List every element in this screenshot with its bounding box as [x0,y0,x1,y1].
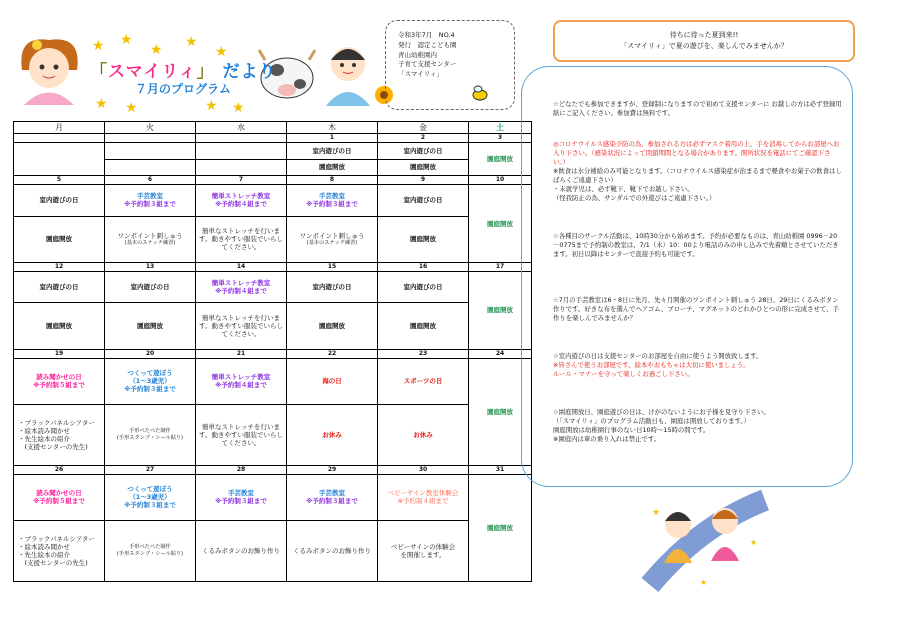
event-row [14,303,532,349]
date-cell: 26 [14,465,105,474]
star-icon: ★ [232,100,245,116]
date-cell: 27 [105,465,196,474]
event-row [14,404,532,465]
notice-covid: ◎コロナウイルス感染予防の為、参加される方は必ずマスク着用の上、手を消毒してからお部屋へお入り下さい。（感染状況によって閉鎖期間となる場合があります。開所状況を電話にてご確認下さい。） ※飲食は水分補給のみ可能となります。（コロナウイルス感染症が治まるまで軽食やお菓子の飲食はしばらくご遠慮下さい） ・未就学児は、必ず靴下、靴下でお越し下さい。 （怪我防止の為、サンダルでの外遊びはご遠慮下さい。） [553,140,842,202]
event-cell: くるみボタンのお飾り作り [196,520,287,581]
star-icon: ★ [215,44,228,60]
event-cell: 手芸教室 ※予約制３組まで [105,185,196,216]
empty-cell [14,143,105,176]
date-cell: 20 [105,349,196,358]
notice-yard: ☆園庭開放日、園庭遊びの日は、けがのないようにお子様を見守り下さい。 （「スマイリィ」のプログラム活動日も、園庭は開放しております。） 園庭開放は幼稚園行事のない日10時～15時の間です。 ※園庭内は車の乗り入れは禁止です。 [553,408,770,443]
date-cell: 12 [14,262,105,271]
event-cell: 園庭開放 [287,159,378,176]
date-cell: 1 [287,134,378,143]
date-cell: 28 [196,465,287,474]
tanabata-illustration [640,485,770,595]
date-cell [14,134,105,143]
weekday-wed: 水 [196,122,287,134]
event-cell: 園庭開放 [105,303,196,349]
saturday-cell: 園庭開放 [469,185,532,263]
date-cell: 16 [378,262,469,271]
weekday-sat: 土 [469,122,532,134]
event-cell: 簡単ストレッチ教室 ※予約制４組まで [196,185,287,216]
star-icon: ★ [125,100,138,116]
program-calendar [13,121,531,582]
date-cell: 3 [469,134,532,143]
event-cell: ワンポイント刺しゅう (基本のステッチ練習) [287,216,378,262]
star-icon: ★ [150,42,163,58]
event-row [14,358,532,404]
event-cell: 簡単ストレッチ教室 ※予約制４組まで [196,271,287,302]
date-cell: 23 [378,349,469,358]
event-cell: お休み [378,404,469,465]
date-row [14,134,532,143]
date-cell: 19 [14,349,105,358]
date-cell: 31 [469,465,532,474]
saturday-cell: 園庭開放 [469,358,532,465]
event-row [14,216,532,262]
date-cell: 9 [378,176,469,185]
event-cell: お休み [287,404,378,465]
newsletter-title: 「スマイリィ」 だより [90,62,277,82]
notice-craft-class: ☆7月の手芸教室は6・8日に先月、先々月開催のワンポイント刺しゅう 28日、29日にくるみボタン作りです。好きな布を選んでヘアゴム、ブローチ、マグネットのどれかひとつの形に完成させて、手作りを楽しんでみませんか？ [553,296,839,322]
event-cell: 園庭開放 [378,216,469,262]
date-row [14,176,532,185]
svg-text:★: ★ [652,508,661,518]
event-cell: ベビーサインの体験会 を開催します。 [378,520,469,581]
date-row [14,465,532,474]
date-cell [196,134,287,143]
event-cell: 簡単ストレッチ教室 ※予約制４組まで [196,358,287,404]
event-cell: 室内遊びの日 [378,143,469,160]
svg-text:★: ★ [750,538,758,547]
event-cell: 園庭開放 [378,303,469,349]
weekday-mon: 月 [14,122,105,134]
event-cell: 園庭開放 [14,303,105,349]
notice-registration: ☆どなたでも参加できますが、登録制になりますので初めて支援センターに お越しの方は必ず登録用紙にご記入ください。参加費は無料です。 [553,100,842,117]
date-cell: 5 [14,176,105,185]
event-cell: 簡単なストレッチを行います。動きやすい服装でいらしてください。 [196,216,287,262]
orihime-illustration [12,30,87,110]
weekday-tue: 火 [105,122,196,134]
date-cell: 29 [287,465,378,474]
date-cell: 22 [287,349,378,358]
date-cell: 30 [378,465,469,474]
event-cell: 読み聞かせの日 ※予約制５組まで [14,358,105,404]
saturday-cell: 園庭開放 [469,143,532,176]
event-cell: くるみボタンのお飾り作り [287,520,378,581]
event-cell: 室内遊びの日 [287,143,378,160]
event-cell: スポーツの日 [378,358,469,404]
empty-cell [196,159,287,176]
event-row [14,520,532,581]
date-cell: 17 [469,262,532,271]
weekday-fri: 金 [378,122,469,134]
star-icon: ★ [185,34,198,50]
empty-cell [196,143,287,160]
event-cell: 簡単なストレッチを行います。動きやすい服装でいらしてください。 [196,303,287,349]
event-cell: 室内遊びの日 [105,271,196,302]
date-cell: 24 [469,349,532,358]
date-cell: 10 [469,176,532,185]
event-cell: 手形ぺたぺた制作 (手形スタンプ・シール貼り) [105,404,196,465]
date-row [14,262,532,271]
event-cell: 海の日 [287,358,378,404]
event-cell: 室内遊びの日 [287,271,378,302]
event-cell: 園庭開放 [14,216,105,262]
event-cell: 読み聞かせの日 ※予約制５組まで [14,474,105,520]
event-cell: 手芸教室 ※予約制３組まで [287,474,378,520]
event-row [14,143,532,160]
date-cell: 2 [378,134,469,143]
date-row [14,349,532,358]
event-row [14,185,532,216]
date-cell: 7 [196,176,287,185]
event-cell: 簡単なストレッチを行います。動きやすい服装でいらしてください。 [196,404,287,465]
empty-cell [105,159,196,176]
event-cell: ・ブラックパネルシアター ・絵本読み聞かせ ・先生絵本の紹介 (支援センターの先生) [14,520,105,581]
event-cell: 室内遊びの日 [378,271,469,302]
saturday-cell: 園庭開放 [469,474,532,581]
star-icon: ★ [205,98,218,114]
star-icon: ★ [95,96,108,112]
event-row [14,474,532,520]
event-cell: 園庭開放 [378,159,469,176]
date-cell: 21 [196,349,287,358]
event-cell: 手形ぺたぺた制作 (手形スタンプ・シール貼り) [105,520,196,581]
event-cell: 園庭開放 [287,303,378,349]
notice-reservation: ☆各種目のサークル活動は、10時30分から始めます。予約が必要なものは、青山幼稚園 0996－20－0775まで予約制の教室は、7/1（木）10：00より電話のみの申し込みで先着順とさせていただきます。初日以降はセンターで直接予約も可能です。 [553,232,839,258]
event-cell: ・ブラックパネルシアター ・絵本読み聞かせ ・先生絵本の紹介 (支援センターの先生) [14,404,105,465]
date-cell: 6 [105,176,196,185]
program-subtitle: ７月のプログラム [135,82,231,96]
event-cell: 室内遊びの日 [14,271,105,302]
date-cell: 13 [105,262,196,271]
date-cell: 14 [196,262,287,271]
summer-banner: 待ちに待った夏到来!! 「スマイリィ」で夏の遊びを、楽しんでみませんか？ [553,20,855,62]
saturday-cell: 園庭開放 [469,271,532,349]
star-icon: ★ [120,32,133,48]
hikoboshi-illustration [318,38,378,108]
event-cell: つくって遊ぼう （1～3歳児） ※予約制３組まで [105,358,196,404]
date-cell: 15 [287,262,378,271]
event-cell: 手芸教室 ※予約制３組まで [287,185,378,216]
event-cell: 室内遊びの日 [378,185,469,216]
svg-text:★: ★ [700,578,708,587]
weekday-thu: 木 [287,122,378,134]
event-cell: ワンポイント刺しゅう (基本のステッチ練習) [105,216,196,262]
weekday-header-row [14,122,532,134]
date-cell: 8 [287,176,378,185]
date-cell [105,134,196,143]
event-cell: 室内遊びの日 [14,185,105,216]
issuer-info-box: 令和3年7月 NO.4 発行 認定こども園 青山幼稚園内 子育て支援センター 「スマイリィ」 [385,20,515,110]
empty-cell [105,143,196,160]
star-icon: ★ [92,38,105,54]
event-cell: 手芸教室 ※予約制３組まで [196,474,287,520]
event-cell: ベビーサイン教室体験会 ※予約制４組まで [378,474,469,520]
event-row [14,271,532,302]
event-cell: つくって遊ぼう （1～3歳児） ※予約制３組まで [105,474,196,520]
notice-indoor-play: ☆室内遊びの日は支援センターのお部屋を自由に使うよう開放致します。 ※皆さんで使うお部屋です。絵本やおもちゃは大切に使いましょう。 ルール・マナーを守って楽しくお過ごし下さい。 [553,352,763,378]
